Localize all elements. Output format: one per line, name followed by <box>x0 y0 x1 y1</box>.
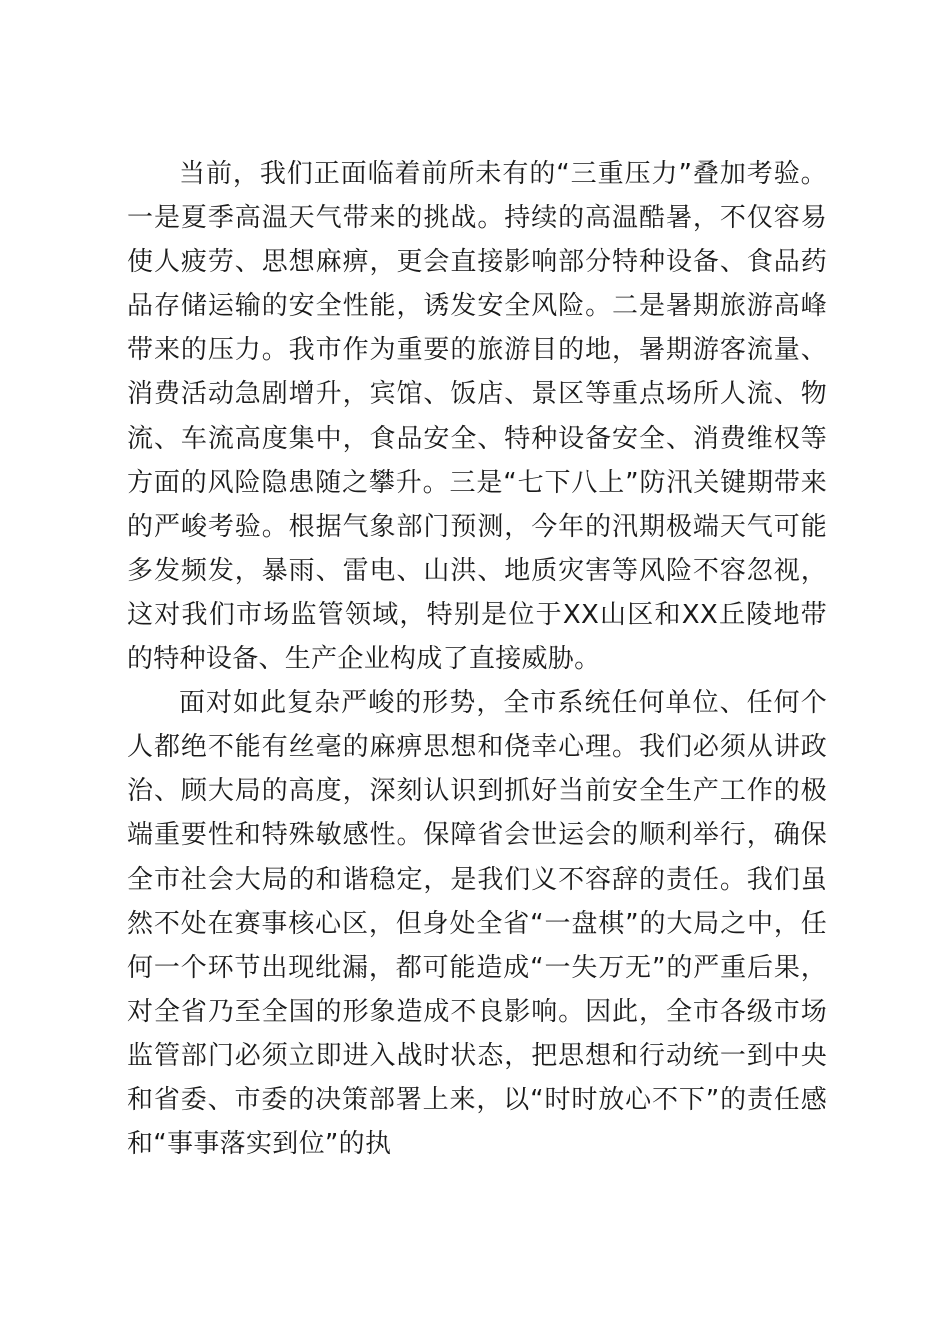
document-body <box>127 152 827 1166</box>
paragraph-pressures: 当前，我们正面临着前所未有的“三重压力”叠加考验。一是夏季高温天气带来的挑战。持续的高温酷暑，不仅容易使人疲劳、思想麻痹，更会直接影响部分特种设备、食品药品存储运输的安全性能，诱发安全风险。二是暑期旅游高峰带来的压力。我市作为重要的旅游目的地，暑期游客流量、消费活动急剧增升，宾馆、饭店、景区等重点场所人流、物流、车流高度集中，食品安全、特种设备安全、消费维权等方面的风险隐患随之攀升。三是“七下八上”防汛关键期带来的严峻考验。根据气象部门预测，今年的汛期极端天气可能多发频发，暴雨、雷电、山洪、地质灾害等风险不容忽视，这对我们市场监管领域，特别是位于XX山区和XX丘陵地带的特种设备、生产企业构成了直接威胁。 <box>127 159 827 675</box>
paragraph-situation: 面对如此复杂严峻的形势，全市系统任何单位、任何个人都绝不能有丝毫的麻痹思想和侥幸心理。我们必须从讲政治、顾大局的高度，深刻认识到抓好当前安全生产工作的极端重要性和特殊敏感性。保障省会世运会的顺利举行，确保全市社会大局的和谐稳定，是我们义不容辞的责任。我们虽然不处在赛事核心区，但身处全省“一盘棋”的大局之中，任何一个环节出现纰漏，都可能造成“一失万无”的严重后果，对全省乃至全国的形象造成不良影响。因此，全市各级市场监管部门必须立即进入战时状态，把思想和行动统一到中央和省委、市委的决策部署上来，以“时时放心不下”的责任感和“事事落实到位”的执 <box>127 688 827 1160</box>
